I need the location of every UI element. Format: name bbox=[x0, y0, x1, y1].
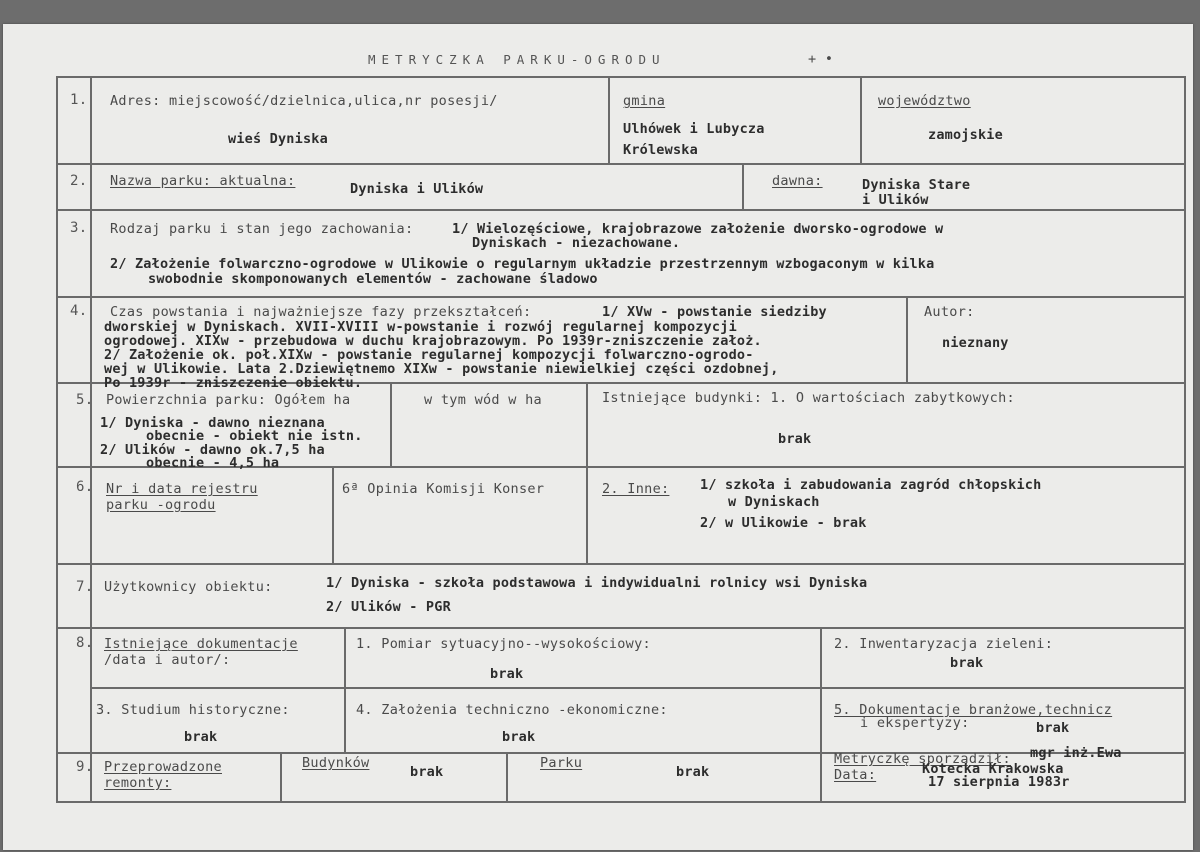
divider bbox=[608, 76, 610, 165]
history-line: 2/ Założenie ok. poł.XIXw - powstanie regularnej kompozycji folwarczno-ogrodo- bbox=[104, 347, 754, 363]
branch-documentation-label: 5. Dokumentacje branżowe,technicz bbox=[834, 703, 1113, 718]
divider bbox=[56, 563, 1186, 565]
gmina-value: Królewska bbox=[623, 142, 698, 158]
survey-label: 1. Pomiar sytuacyjno--wysokościowy: bbox=[356, 636, 651, 652]
documentation-label: /data i autor/: bbox=[104, 652, 231, 668]
address-label: Adres: miejscowość/dzielnica,ulica,nr posesji/ bbox=[110, 93, 498, 109]
divider bbox=[56, 76, 58, 803]
title-mark: + • bbox=[808, 51, 834, 67]
compiled-by-label: Metryczkę sporządził: bbox=[834, 751, 1011, 767]
section-number: 3. bbox=[70, 220, 88, 236]
buildings-label: Istniejące budynki: 1. O wartościach zabytkowych: bbox=[602, 390, 1015, 406]
techno-economic-value: brak bbox=[502, 729, 536, 745]
section-number: 9. bbox=[76, 759, 94, 775]
divider bbox=[390, 382, 392, 468]
section-number: 8. bbox=[76, 635, 94, 651]
gmina-value: Ulhówek i Lubycza bbox=[623, 121, 765, 137]
divider bbox=[56, 76, 1186, 78]
date-value: 17 sierpnia 1983r bbox=[928, 774, 1070, 790]
park-type-line: 1/ Wielozęściowe, krajobrazowe założenie dworsko-ogrodowe w bbox=[452, 221, 944, 237]
park-name-value: Dyniska i Ulików bbox=[350, 181, 484, 197]
former-name-value: i Ulików bbox=[862, 192, 929, 208]
park-type-line: swobodnie skomponowanych elementów - zachowane śladowo bbox=[148, 271, 598, 287]
divider bbox=[586, 466, 588, 565]
address-value: wieś Dyniska bbox=[228, 131, 328, 147]
area-line: obecnie - 4,5 ha bbox=[146, 455, 280, 471]
history-line: ogrodowej. XIXw - przebudowa w duchu krajobrazowym. Po 1939r-zniszczenie założ. bbox=[104, 333, 762, 349]
branch-documentation-label: i ekspertyzy: bbox=[860, 715, 970, 731]
divider bbox=[56, 801, 1186, 803]
former-name-value: Dyniska Stare bbox=[862, 177, 971, 193]
park-renovation-label: Parku bbox=[540, 755, 583, 771]
renovations-label: Przeprowadzone bbox=[104, 759, 222, 775]
area-label: Powierzchnia parku: Ogółem ha bbox=[106, 393, 351, 408]
divider bbox=[742, 163, 744, 211]
author-value: nieznany bbox=[942, 335, 1009, 351]
divider bbox=[90, 76, 92, 803]
section-number: 2. bbox=[70, 173, 88, 189]
park-name-label: Nazwa parku: aktualna: bbox=[110, 173, 296, 189]
divider bbox=[344, 627, 346, 754]
divider bbox=[860, 76, 862, 165]
greenery-inventory-value: brak bbox=[950, 655, 984, 671]
area-line: obecnie - obiekt nie istn. bbox=[146, 429, 363, 444]
historical-study-label: 3. Studium historyczne: bbox=[96, 702, 290, 718]
voivodeship-label: województwo bbox=[878, 93, 971, 109]
section-number: 4. bbox=[70, 303, 88, 319]
divider bbox=[820, 752, 822, 803]
historical-study-value: brak bbox=[184, 729, 218, 745]
former-name-label: dawna: bbox=[772, 173, 823, 189]
area-line: 1/ Dyniska - dawno nieznana bbox=[100, 415, 325, 431]
park-renovation-value: brak bbox=[676, 764, 710, 780]
divider bbox=[56, 209, 1186, 211]
survey-value: brak bbox=[490, 666, 524, 682]
divider bbox=[1184, 76, 1186, 803]
divider bbox=[586, 382, 588, 468]
users-label: Użytkownicy obiektu: bbox=[104, 579, 273, 595]
branch-documentation-value: brak bbox=[1036, 720, 1070, 736]
divider bbox=[820, 627, 822, 754]
buildings-renovation-label: Budynków bbox=[302, 755, 370, 771]
voivodeship-value: zamojskie bbox=[928, 127, 1003, 143]
divider bbox=[906, 296, 908, 384]
buildings-value: brak bbox=[778, 431, 812, 447]
greenery-inventory-label: 2. Inwentaryzacja zieleni: bbox=[834, 636, 1054, 652]
history-line: dworskiej w Dyniskach. XVII-XVIII w-powstanie i rozwój regularnej kompozycji bbox=[104, 319, 737, 335]
register-label: Nr i data rejestru bbox=[106, 481, 258, 497]
compiled-by-value: mgr inż.Ewa bbox=[1030, 745, 1122, 761]
renovations-label: remonty: bbox=[104, 775, 172, 791]
park-type-line: 2/ Założenie folwarczno-ogrodowe w Ulikowie o regularnym układzie przestrzennym wzbogaconym w kilka bbox=[110, 256, 935, 272]
techno-economic-label: 4. Założenia techniczno -ekonomiczne: bbox=[356, 702, 668, 718]
document-title: METRYCZKA PARKU-OGRODU bbox=[368, 52, 666, 67]
park-type-label: Rodzaj parku i stan jego zachowania: bbox=[110, 221, 414, 237]
divider bbox=[56, 627, 1186, 629]
buildings-renovation-value: brak bbox=[410, 764, 444, 780]
divider bbox=[506, 752, 508, 803]
documentation-label: Istniejące dokumentacje bbox=[104, 636, 298, 652]
gmina-label: gmina bbox=[623, 93, 666, 109]
history-line: Po 1939r - zniszczenie obiektu. bbox=[104, 375, 363, 391]
divider bbox=[56, 752, 1186, 754]
other-buildings-line: w Dyniskach bbox=[728, 494, 820, 510]
section-number: 5. bbox=[76, 392, 94, 408]
users-line: 1/ Dyniska - szkoła podstawowa i indywidualni rolnicy wsi Dyniska bbox=[326, 575, 868, 591]
register-label: parku -ogrodu bbox=[106, 497, 216, 513]
divider bbox=[56, 163, 1186, 165]
divider bbox=[56, 296, 1186, 298]
other-buildings-line: 1/ szkoła i zabudowania zagród chłopskich bbox=[700, 477, 1042, 493]
divider bbox=[280, 752, 282, 803]
section-number: 6. bbox=[76, 479, 94, 495]
area-line: 2/ Ulików - dawno ok.7,5 ha bbox=[100, 442, 325, 458]
section-number: 1. bbox=[70, 92, 88, 108]
other-buildings-label: 2. Inne: bbox=[602, 481, 670, 497]
compiled-by-value: Kotecka Krakowska bbox=[922, 761, 1064, 777]
park-type-line: Dyniskach - niezachowane. bbox=[472, 235, 681, 251]
divider bbox=[90, 687, 1186, 689]
history-label: Czas powstania i najważniejsze fazy przekształceń: bbox=[110, 304, 532, 320]
history-line: wej w Ulikowie. Lata 2.Dziewiętnemo XIXw - powstanie niewielkiej części ozdobnej, bbox=[104, 361, 779, 377]
date-label: Data: bbox=[834, 767, 877, 783]
divider bbox=[332, 466, 334, 565]
commission-opinion-label: 6ª Opinia Komisji Konser bbox=[342, 482, 545, 497]
water-area-label: w tym wód w ha bbox=[424, 392, 542, 408]
other-buildings-line: 2/ w Ulikowie - brak bbox=[700, 515, 867, 531]
author-label: Autor: bbox=[924, 304, 975, 320]
history-line: 1/ XVw - powstanie siedziby bbox=[602, 304, 827, 320]
section-number: 7. bbox=[76, 579, 94, 595]
users-line: 2/ Ulików - PGR bbox=[326, 599, 451, 615]
